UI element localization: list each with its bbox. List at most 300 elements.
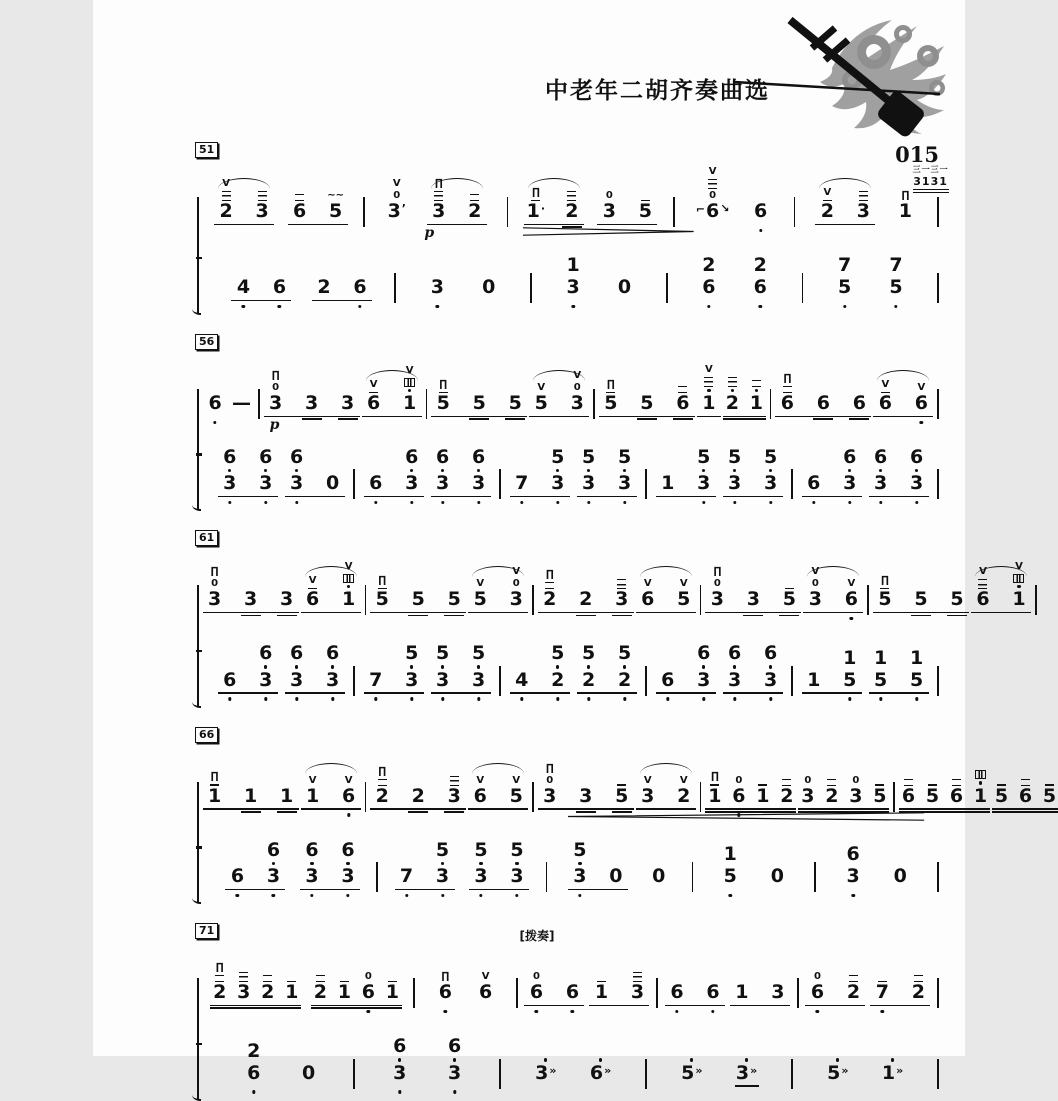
pitch-stack (535, 1063, 556, 1084)
fingering-mark (708, 179, 717, 189)
beam-group (970, 549, 1032, 621)
pitch (661, 473, 674, 494)
pitch-stack (902, 786, 915, 807)
note (846, 746, 865, 818)
fingering-mark (752, 380, 761, 387)
beam-group (635, 746, 697, 818)
beam-group (202, 746, 300, 818)
pitch-stack (341, 840, 354, 887)
bow-mark: ∏ (783, 373, 792, 384)
pitch-digit: 5 (617, 446, 632, 468)
pitch-digit: 1 (1012, 588, 1026, 611)
pitch-digit: 3 (432, 200, 446, 222)
octave-dot (453, 1090, 456, 1093)
note (906, 942, 930, 1014)
note-marks (388, 942, 397, 982)
pitch-digit: 6 (705, 200, 720, 222)
pitch-digit: 3 (856, 200, 871, 222)
pitch-digit: 6 (670, 981, 684, 1004)
octave-dot (367, 1010, 370, 1013)
note-marks (327, 161, 344, 201)
note-marks (369, 353, 378, 393)
pitch-digit: 0 (609, 865, 623, 888)
note (285, 631, 309, 701)
pitch (706, 982, 719, 1003)
pitch (573, 866, 586, 887)
pitch-stack (237, 982, 250, 1003)
pitch-stack (754, 201, 767, 222)
pitch-digit: 6 (367, 392, 381, 414)
bow-mark: ∏ (210, 771, 219, 783)
octave-dot (228, 501, 231, 504)
note (359, 942, 378, 1014)
pitch-digit: 2 (375, 784, 389, 807)
octave-dot (264, 501, 267, 504)
octave-dot (252, 1090, 255, 1093)
pitch-digit: 3 (551, 472, 565, 495)
pitch (582, 670, 595, 691)
pitch-digit: 3 (430, 276, 444, 298)
beam-group (430, 631, 492, 701)
staff-bracket (197, 1043, 207, 1099)
octave-dot (707, 305, 710, 308)
pitch-digit: 5 (509, 784, 523, 807)
barline (937, 469, 939, 499)
pitch-stack (801, 786, 814, 807)
note-marks (783, 353, 792, 393)
pitch-digit: 3 (746, 588, 760, 611)
pitch-digit: 5 (873, 784, 887, 807)
pitch (237, 982, 250, 1003)
beam-line (408, 615, 428, 617)
measure (518, 929, 657, 1014)
pitch-digit: 5 (638, 200, 653, 222)
pitch (697, 670, 710, 691)
pitch (590, 1063, 611, 1084)
measure (355, 631, 499, 701)
note (839, 549, 863, 621)
pitch-digit: 6 (589, 1061, 604, 1084)
bow-mark: V (512, 566, 521, 578)
pitch-stack (873, 786, 886, 807)
pitch (474, 786, 487, 807)
pitch-digit: 6 (393, 1035, 407, 1058)
pitch (436, 866, 449, 887)
pitch (736, 1063, 757, 1084)
note (321, 631, 345, 701)
pitch-digit: 5 (447, 588, 461, 611)
pitch-digit: 5 (827, 1061, 841, 1084)
note (400, 631, 424, 701)
octave-dot (759, 229, 762, 232)
note (301, 746, 325, 818)
pitch-digit: 3 (566, 276, 580, 298)
octave-dot (405, 894, 408, 897)
octave-dot (556, 501, 559, 504)
note (395, 854, 419, 898)
pitch (267, 840, 280, 865)
pitch (510, 786, 523, 807)
note-marks (678, 353, 687, 393)
pitch (702, 277, 715, 298)
pitch-stack (338, 982, 351, 1003)
pitch (579, 589, 592, 610)
note-marks (728, 353, 737, 393)
note-marks (211, 549, 219, 589)
beam-line (444, 811, 464, 813)
note (267, 265, 291, 309)
note (909, 353, 933, 425)
beam-group (655, 631, 717, 701)
pitch-stack (369, 670, 382, 691)
octave-dot (881, 1010, 884, 1013)
pitch-digit: 0 (325, 472, 340, 495)
pitch (259, 447, 272, 472)
pitch-digit: 3 (763, 668, 778, 691)
pitch (771, 982, 784, 1003)
pitch (535, 1063, 556, 1084)
pitch (926, 786, 939, 807)
pitch (338, 982, 351, 1003)
beam-group (722, 435, 784, 505)
note (869, 636, 893, 702)
beam-group (802, 549, 864, 621)
book-title: 中老年二胡齐奏曲选 (545, 78, 770, 104)
note (431, 353, 455, 425)
pitch-stack (764, 447, 777, 494)
pitch (405, 473, 418, 494)
pitch-stack (914, 589, 927, 610)
pitch (566, 982, 579, 1003)
pitch (256, 201, 269, 222)
note-marks (704, 353, 713, 393)
note (696, 161, 730, 233)
pitch-stack (353, 277, 366, 298)
pitch (472, 670, 485, 691)
pitch-stack (551, 447, 564, 494)
bow-mark: V (704, 363, 713, 375)
note-marks (441, 942, 449, 982)
pitch-stack (845, 589, 858, 610)
fingering-mark (704, 377, 713, 387)
ornament-mark: » (750, 1063, 758, 1077)
pitch-stack (261, 982, 274, 1003)
measure (199, 161, 364, 233)
note (802, 658, 826, 702)
octave-dot (759, 305, 762, 308)
bow-mark: V (917, 382, 926, 393)
note (504, 549, 528, 621)
pitch-digit: 6 (247, 1061, 261, 1084)
pitch-digit: 6 (873, 446, 888, 468)
measure (658, 942, 797, 1014)
pitch (280, 589, 293, 610)
pitch (702, 255, 715, 276)
pitch-digit: 7 (875, 981, 890, 1004)
beam-line (813, 418, 833, 420)
beam-group (430, 435, 492, 505)
pitch (843, 648, 856, 669)
ornament-mark: 0 (735, 774, 743, 786)
pitch-stack (639, 201, 652, 222)
octave-dot (879, 697, 882, 700)
octave-dot (410, 501, 413, 504)
pitch-digit: 1 (756, 784, 770, 807)
note (647, 854, 671, 898)
pitch-stack (641, 589, 654, 610)
note (610, 746, 634, 818)
pitch-digit: 6 (341, 838, 355, 861)
pitch (474, 589, 487, 610)
beam-group (880, 1051, 906, 1095)
octave-dot (295, 501, 298, 504)
pitch-digit: 7 (369, 668, 383, 691)
pitch-stack (915, 393, 928, 414)
ornament-mark: 0 (713, 578, 721, 590)
note-marks (512, 549, 520, 589)
octave-dot (331, 697, 334, 700)
pitch (342, 786, 355, 807)
pitch-stack (530, 982, 543, 1003)
beam-group (840, 832, 866, 898)
pitch-digit: 3 (243, 588, 258, 611)
pitch (754, 201, 767, 222)
pitch-stack (618, 277, 631, 298)
pitch-stack (912, 982, 925, 1003)
pitch (595, 982, 608, 1003)
pitch-digit: 1 (594, 981, 609, 1004)
pitch-stack (244, 589, 257, 610)
pitch-stack (618, 643, 631, 690)
note (477, 265, 501, 309)
octave-dot (477, 697, 480, 700)
note (893, 161, 949, 233)
pitch-digit: 3 (727, 668, 742, 691)
beam-group (872, 549, 970, 621)
note (282, 942, 301, 1014)
beam-line (408, 811, 428, 813)
measure (647, 1051, 791, 1095)
pitch-digit: 3 (641, 784, 655, 807)
note-marks (567, 161, 576, 201)
beam-group (230, 265, 292, 309)
pitch-digit: 5 (838, 276, 852, 298)
note (538, 746, 562, 818)
pitch (565, 201, 578, 222)
measure (869, 549, 1035, 621)
pitch-stack (232, 393, 251, 414)
octave-dot (915, 501, 918, 504)
pitch (697, 643, 710, 668)
pitch-digit: 2 (317, 276, 331, 298)
note (335, 942, 354, 1014)
bow-mark: ∏ (901, 190, 910, 201)
pitch-digit: 5 (889, 276, 903, 298)
pitch-stack (432, 201, 445, 222)
pitch-stack (367, 393, 380, 414)
bow-mark: ∏ (271, 370, 280, 381)
pitch (910, 648, 923, 669)
note-marks (641, 161, 650, 201)
pitch-stack (386, 982, 399, 1003)
pitch (448, 786, 461, 807)
note (239, 746, 263, 818)
pitch-digit: 1 (898, 200, 913, 222)
pitch-stack (293, 201, 306, 222)
note (239, 549, 263, 621)
note-marks (881, 353, 890, 393)
pitch-stack (728, 447, 741, 494)
note (597, 161, 621, 233)
note (705, 549, 729, 621)
pitch-digit: 2 (468, 200, 482, 222)
beam-group (868, 435, 930, 505)
pitch-stack (573, 840, 586, 887)
measure (675, 161, 794, 233)
pitch-stack (874, 447, 887, 494)
octave-dot (410, 697, 413, 700)
note-marks (531, 161, 540, 201)
beam-group (284, 435, 346, 505)
measure (366, 746, 532, 818)
pitch (728, 447, 741, 472)
note-marks (365, 942, 372, 982)
pitch-stack (1019, 786, 1032, 807)
pitch (615, 786, 628, 807)
beam-group (523, 942, 585, 1014)
pitch-digit: 1 (873, 646, 888, 669)
ornament-mark: 0 (804, 774, 812, 786)
note (504, 746, 528, 818)
measure (396, 265, 530, 309)
beam-group (679, 1051, 705, 1095)
note (635, 353, 659, 425)
grace-digits: 3131 (913, 175, 949, 193)
pitch-digit: 3 (510, 865, 524, 888)
note (505, 828, 529, 898)
pitch (436, 473, 449, 494)
measure (793, 1051, 937, 1095)
pitch-stack (1012, 589, 1025, 610)
pitch-stack (479, 982, 492, 1003)
pitch-stack (615, 589, 628, 610)
pitch-digit: 1 (385, 981, 399, 1004)
pitch-stack (843, 648, 856, 691)
pitch (582, 643, 595, 668)
pitch (726, 393, 739, 414)
note-marks (708, 161, 717, 201)
pitch (515, 473, 528, 494)
pitch-stack (825, 786, 838, 807)
octave-dot (310, 894, 313, 897)
octave-dot (441, 894, 444, 897)
pitch (780, 786, 793, 807)
note-marks (439, 353, 448, 393)
note (364, 461, 388, 505)
pitch (436, 447, 449, 472)
pitch-stack (405, 643, 418, 690)
pitch-digit: 5 (551, 642, 565, 665)
note (565, 353, 589, 425)
measure (595, 353, 770, 425)
pitch (670, 982, 683, 1003)
note (636, 746, 660, 818)
ornament-mark: » (549, 1063, 557, 1077)
pitch-digit: 5 (617, 642, 632, 665)
pitch-digit: 2 (261, 981, 275, 1004)
pitch-digit: 3 (223, 472, 237, 495)
staff-bracket (197, 257, 207, 313)
pitch (571, 393, 584, 414)
note-marks (978, 549, 987, 589)
pitch-digit: 3 (474, 865, 488, 888)
pitch (618, 473, 631, 494)
note-marks (258, 161, 267, 201)
pitch (724, 866, 737, 887)
pitch-digit: 5 (909, 668, 924, 691)
octave-dot (477, 501, 480, 504)
octave-dot (850, 617, 853, 620)
octave-dot (346, 894, 349, 897)
pitch (472, 447, 485, 472)
pitch (1043, 786, 1056, 807)
octave-dot (920, 421, 923, 424)
note (503, 353, 527, 425)
octave-dot (812, 501, 815, 504)
octave-dot (374, 697, 377, 700)
note (468, 746, 492, 818)
beam-group (424, 265, 450, 309)
pitch (376, 589, 389, 610)
pitch-stack (474, 589, 487, 610)
pitch-digit: 3 (207, 588, 222, 611)
pitch-stack (708, 786, 721, 807)
ornament-mark: ↘ (720, 202, 730, 215)
note (348, 265, 372, 309)
fingering-mark (1013, 574, 1024, 583)
beam-group (363, 631, 425, 701)
measure-number-box: 51 (195, 142, 218, 158)
beam-group (704, 746, 797, 818)
pitch-stack (247, 1041, 260, 1084)
pitch (213, 982, 226, 1003)
pitch-digit: 7 (838, 254, 852, 276)
measure (701, 746, 893, 818)
beam-group (387, 1024, 413, 1094)
barline (1035, 585, 1037, 615)
note-marks (680, 549, 688, 589)
pitch-digit: 6 (305, 588, 320, 611)
note (203, 746, 227, 818)
pitch-stack (780, 786, 793, 807)
octave-dot (556, 697, 559, 700)
pitch (510, 840, 523, 865)
bow-mark: ∏ (881, 574, 889, 586)
dynamic-mark: p (424, 225, 435, 241)
pitch (306, 589, 319, 610)
note (406, 746, 430, 818)
note-marks (434, 161, 443, 201)
pitch-stack (431, 277, 444, 298)
measure-number-box: 66 (195, 727, 218, 743)
note (510, 658, 534, 702)
measure (199, 549, 365, 621)
note (468, 549, 492, 621)
fingering-mark (343, 574, 354, 583)
note (838, 636, 862, 702)
note (947, 746, 966, 818)
beam-group (695, 161, 731, 233)
